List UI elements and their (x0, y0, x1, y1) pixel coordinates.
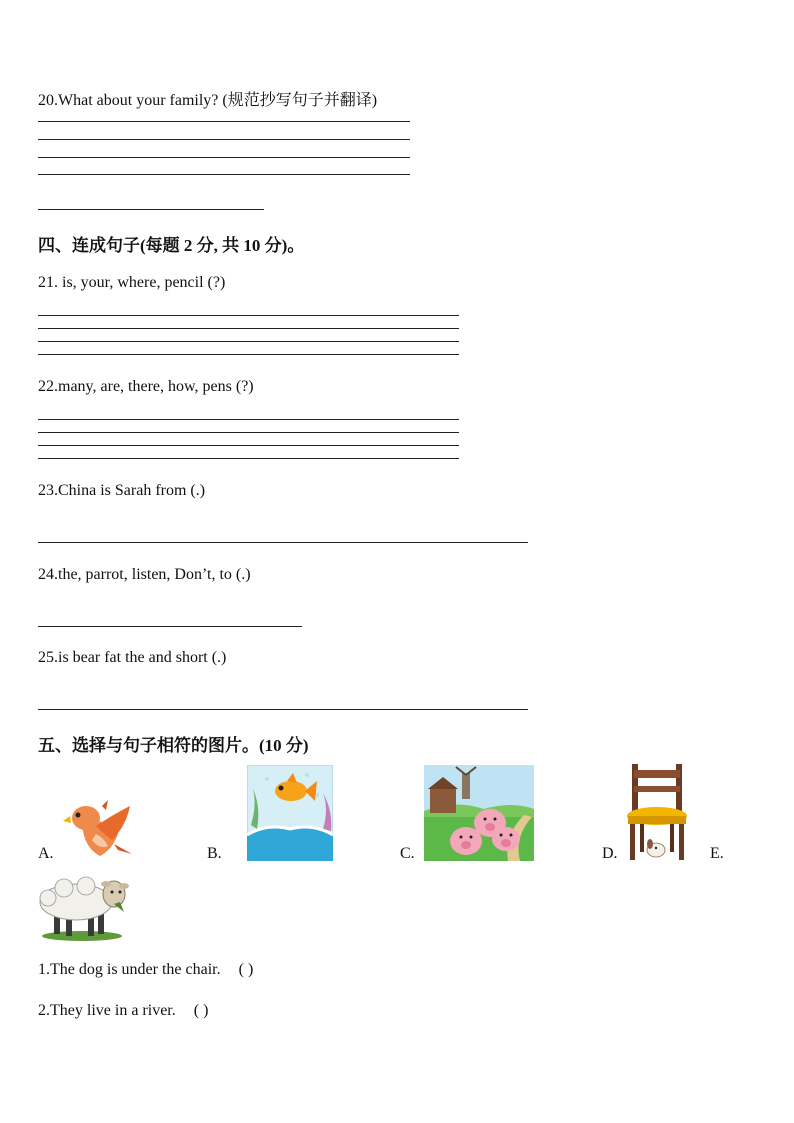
translation-line (38, 209, 264, 210)
item-1-text: 1.The dog is under the chair. (38, 961, 221, 978)
writing-line (38, 315, 459, 316)
writing-line (38, 328, 459, 329)
writing-line (38, 419, 459, 420)
writing-line (38, 445, 459, 446)
option-d-label: D. (602, 845, 618, 862)
question-20: 20.What about your family? (规范抄写句子并翻译) (38, 92, 378, 109)
question-23: 23.China is Sarah from (.) (38, 482, 206, 499)
option-e-label: E. (710, 845, 724, 862)
bird-picture (62, 796, 134, 862)
item-1 (38, 961, 253, 979)
sheep-picture (36, 872, 130, 942)
writing-line (38, 121, 410, 122)
writing-line (38, 139, 410, 140)
answer-line (38, 626, 302, 627)
pigs-picture (424, 765, 534, 861)
option-c-label: C. (400, 845, 415, 862)
writing-line (38, 458, 459, 459)
item-2-text: 2.They live in a river. (38, 1002, 176, 1019)
question-25: 25.is bear fat the and short (.) (38, 649, 227, 666)
answer-line (38, 542, 528, 543)
writing-line (38, 432, 459, 433)
writing-line (38, 354, 459, 355)
item-2 (38, 1002, 208, 1020)
option-b-label: B. (207, 845, 222, 862)
section-4-heading: 四、连成句子(每题 2 分, 共 10 分)。 (38, 236, 305, 255)
writing-line (38, 174, 410, 175)
option-a-label: A. (38, 845, 54, 862)
section-5-heading: 五、选择与句子相符的图片。(10 分) (38, 736, 309, 755)
item-2-answer-blank[interactable]: ( ) (193, 1002, 209, 1019)
question-24: 24.the, parrot, listen, Don’t, to (.) (38, 566, 251, 583)
writing-line (38, 157, 410, 158)
writing-line (38, 341, 459, 342)
question-22: 22.many, are, there, how, pens (?) (38, 378, 254, 395)
question-21: 21. is, your, where, pencil (?) (38, 274, 226, 291)
fish-picture (247, 765, 333, 861)
answer-line (38, 709, 528, 710)
item-1-answer-blank[interactable]: ( ) (238, 961, 254, 978)
chair-dog-picture (626, 762, 688, 862)
